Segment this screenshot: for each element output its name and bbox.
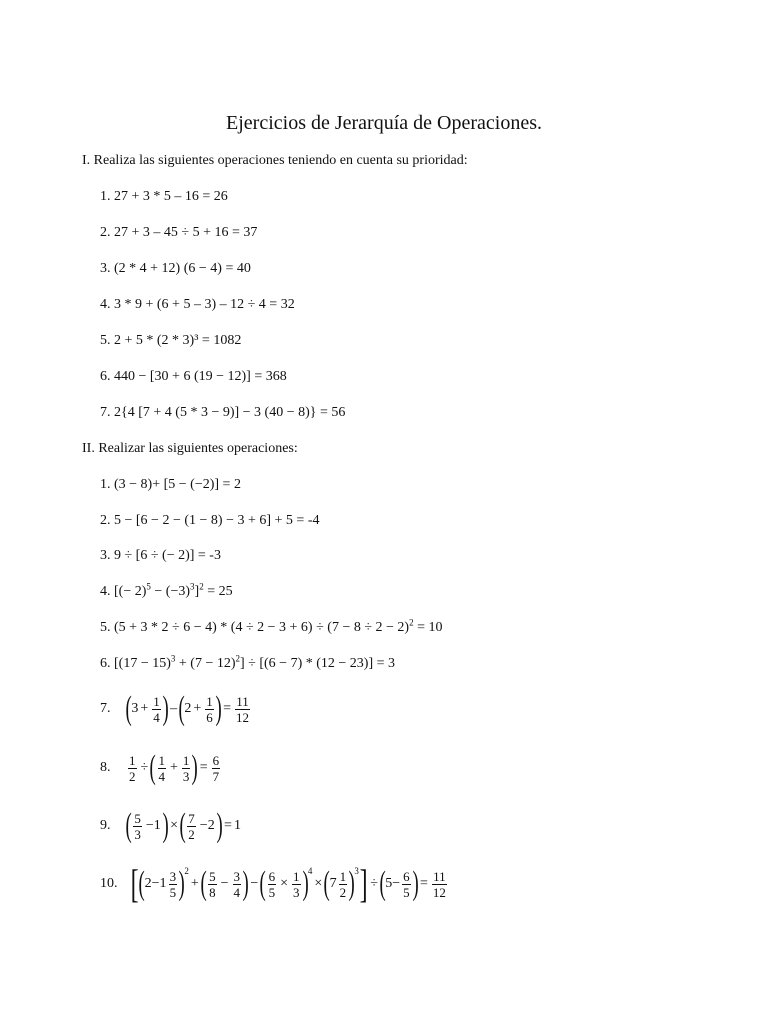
- paren: (: [259, 865, 267, 902]
- paren: (: [149, 749, 156, 786]
- list-item: [100, 225, 257, 241]
- item-expression: 5 − [6 − 2 − (1 − 8) − 3 + 6] + 5 = -4: [114, 513, 320, 528]
- item-number: 1.: [100, 189, 111, 204]
- item-expression: 2{4 [7 + 4 (5 * 3 − 9)] − 3 (40 − 8)} = 56: [114, 405, 346, 420]
- math-op: ÷: [370, 876, 378, 891]
- paren: ): [215, 690, 222, 727]
- list-item: [100, 369, 287, 385]
- paren: (: [323, 865, 331, 902]
- item-number: 1.: [100, 477, 111, 492]
- item-number: 6.: [100, 369, 111, 384]
- fraction: $\frac{6}{5}$: [268, 868, 276, 900]
- exponent: 2: [199, 581, 204, 592]
- fraction: $\frac{6}{5}$: [403, 868, 410, 900]
- item-number: 3.: [100, 548, 111, 563]
- expr-part: − (−3): [150, 584, 191, 599]
- fraction: $\frac{1}{2}$: [129, 752, 136, 784]
- paren: ): [178, 865, 185, 902]
- paren: (: [178, 690, 185, 727]
- list-item: [100, 261, 251, 277]
- item-number: 9.: [100, 818, 111, 833]
- exponent: 2: [235, 653, 241, 664]
- item-number: 10.: [100, 876, 118, 891]
- list-item: [100, 477, 241, 493]
- item-expression: (2 * 4 + 12) (6 − 4) = 40: [114, 261, 251, 276]
- fraction-item-7: [100, 692, 252, 726]
- item-expression: (3 − 8)+ [5 − (−2)] = 2: [114, 477, 241, 492]
- math-op: =: [199, 760, 208, 775]
- item-expression: 9 ÷ [6 ÷ (− 2)] = -3: [114, 548, 221, 563]
- exponent: 5: [146, 581, 151, 592]
- math-op: –: [170, 701, 178, 716]
- expr-part: + (7 − 12): [175, 656, 236, 671]
- math-op: ×: [280, 876, 288, 891]
- item-number: 4.: [100, 584, 111, 599]
- math-op: +: [193, 701, 202, 716]
- math-op: −2: [199, 818, 215, 833]
- math-text: 3: [131, 701, 139, 716]
- list-item: [100, 513, 319, 529]
- list-item: [100, 189, 228, 205]
- item-number: 4.: [100, 297, 111, 312]
- paren: ): [242, 865, 249, 902]
- page-title: Ejercicios de Jerarquía de Operaciones.: [226, 112, 542, 134]
- paren: (: [200, 865, 207, 902]
- fraction: $\frac{7}{2}$: [188, 810, 195, 842]
- fraction: $\frac{1}{3}$: [293, 868, 300, 900]
- paren: ): [162, 690, 169, 727]
- math-text: 7: [329, 876, 337, 891]
- expr-part: ] ÷ [(6 − 7) * (12 − 23)] = 3: [240, 656, 396, 671]
- fraction-item-8: [100, 751, 222, 785]
- item-number: 5.: [100, 333, 111, 348]
- item-number: 3.: [100, 261, 111, 276]
- math-op: ×: [314, 876, 323, 891]
- fraction: $\frac{5}{3}$: [134, 810, 141, 842]
- exponent: 4: [307, 866, 313, 876]
- paren: (: [125, 807, 132, 844]
- paren: ): [216, 807, 223, 844]
- exponent: 2: [409, 617, 414, 628]
- item-number: 7.: [100, 405, 111, 420]
- item-number: 2.: [100, 513, 111, 528]
- paren: ): [348, 865, 355, 902]
- section-2-heading: II. Realizar las siguientes operaciones:: [82, 441, 298, 456]
- result-fraction: $\frac{11}{12}$: [236, 693, 250, 725]
- item-number: 8.: [100, 760, 111, 775]
- result-fraction: $\frac{6}{7}$: [212, 752, 220, 784]
- expr-part: ]: [194, 584, 200, 599]
- expr-part: (5 + 3 * 2 ÷ 6 − 4) * (4 ÷ 2 − 3 + 6) ÷ (7 − 8 ÷ 2 − 2): [114, 620, 410, 635]
- exponent: 3: [190, 581, 195, 592]
- math-op: +: [170, 760, 178, 775]
- item-number: 7.: [100, 701, 111, 716]
- paren: (: [138, 865, 146, 902]
- math-text: 2−1: [144, 876, 167, 891]
- item-number: 5.: [100, 620, 111, 635]
- fraction: $\frac{3}{5}$: [169, 868, 177, 900]
- bracket: ]: [359, 861, 368, 906]
- list-item: [100, 617, 443, 636]
- math-op: =: [419, 876, 428, 891]
- fraction: $\frac{1}{4}$: [153, 693, 160, 725]
- list-item: [100, 548, 221, 564]
- math-op: ÷: [140, 760, 149, 775]
- fraction-item-10: [100, 861, 449, 906]
- expr-part: = 10: [413, 620, 443, 635]
- fraction: $\frac{1}{6}$: [206, 693, 213, 725]
- math-text: 5−: [385, 876, 401, 891]
- list-item: [100, 333, 241, 349]
- item-number: 2.: [100, 225, 111, 240]
- exponent: 3: [170, 653, 176, 664]
- item-expression: 2 + 5 * (2 * 3)³ = 1082: [114, 333, 242, 348]
- item-number: 6.: [100, 656, 111, 671]
- list-item: [100, 405, 345, 421]
- expr-part: [(17 − 15): [114, 656, 171, 671]
- list-item: [100, 297, 295, 313]
- exponent: 2: [184, 866, 189, 876]
- fraction: $\frac{1}{4}$: [158, 752, 166, 784]
- paren: ): [412, 865, 419, 902]
- section-1-heading: I. Realiza las siguientes operaciones teniendo en cuenta su prioridad:: [82, 153, 468, 168]
- paren: ): [162, 807, 169, 844]
- math-op: −1: [145, 818, 161, 833]
- result: 1: [233, 818, 241, 833]
- bracket: [: [130, 861, 139, 906]
- math-text: 2: [184, 701, 192, 716]
- paren: (: [379, 865, 386, 902]
- result-fraction: $\frac{11}{12}$: [432, 868, 446, 900]
- fraction-item-9: [100, 809, 241, 843]
- paren: (: [125, 690, 132, 727]
- math-op: −: [220, 876, 229, 891]
- paren: ): [191, 749, 199, 786]
- paren: ): [302, 865, 309, 902]
- math-op: +: [140, 701, 149, 716]
- expr-part: [(− 2): [114, 584, 147, 599]
- fraction: $\frac{5}{8}$: [209, 868, 216, 900]
- paren: (: [179, 807, 186, 844]
- exponent: 3: [354, 866, 359, 876]
- fraction: $\frac{1}{3}$: [182, 752, 190, 784]
- math-op: ×: [170, 818, 178, 833]
- math-op: −: [250, 876, 259, 891]
- list-item: [100, 653, 396, 672]
- list-item: [100, 581, 233, 600]
- item-expression: 27 + 3 – 45 ÷ 5 + 16 = 37: [114, 225, 258, 240]
- item-expression: 27 + 3 * 5 – 16 = 26: [114, 189, 228, 204]
- fraction: $\frac{3}{4}$: [233, 868, 241, 900]
- math-op: =: [223, 701, 232, 716]
- math-op: =: [224, 818, 232, 833]
- expr-part: = 25: [203, 584, 233, 599]
- fraction: $\frac{1}{2}$: [339, 868, 347, 900]
- item-expression: 440 − [30 + 6 (19 − 12)] = 368: [114, 369, 287, 384]
- item-expression: 3 * 9 + (6 + 5 – 3) – 12 ÷ 4 = 32: [114, 297, 295, 312]
- math-op: +: [190, 876, 199, 891]
